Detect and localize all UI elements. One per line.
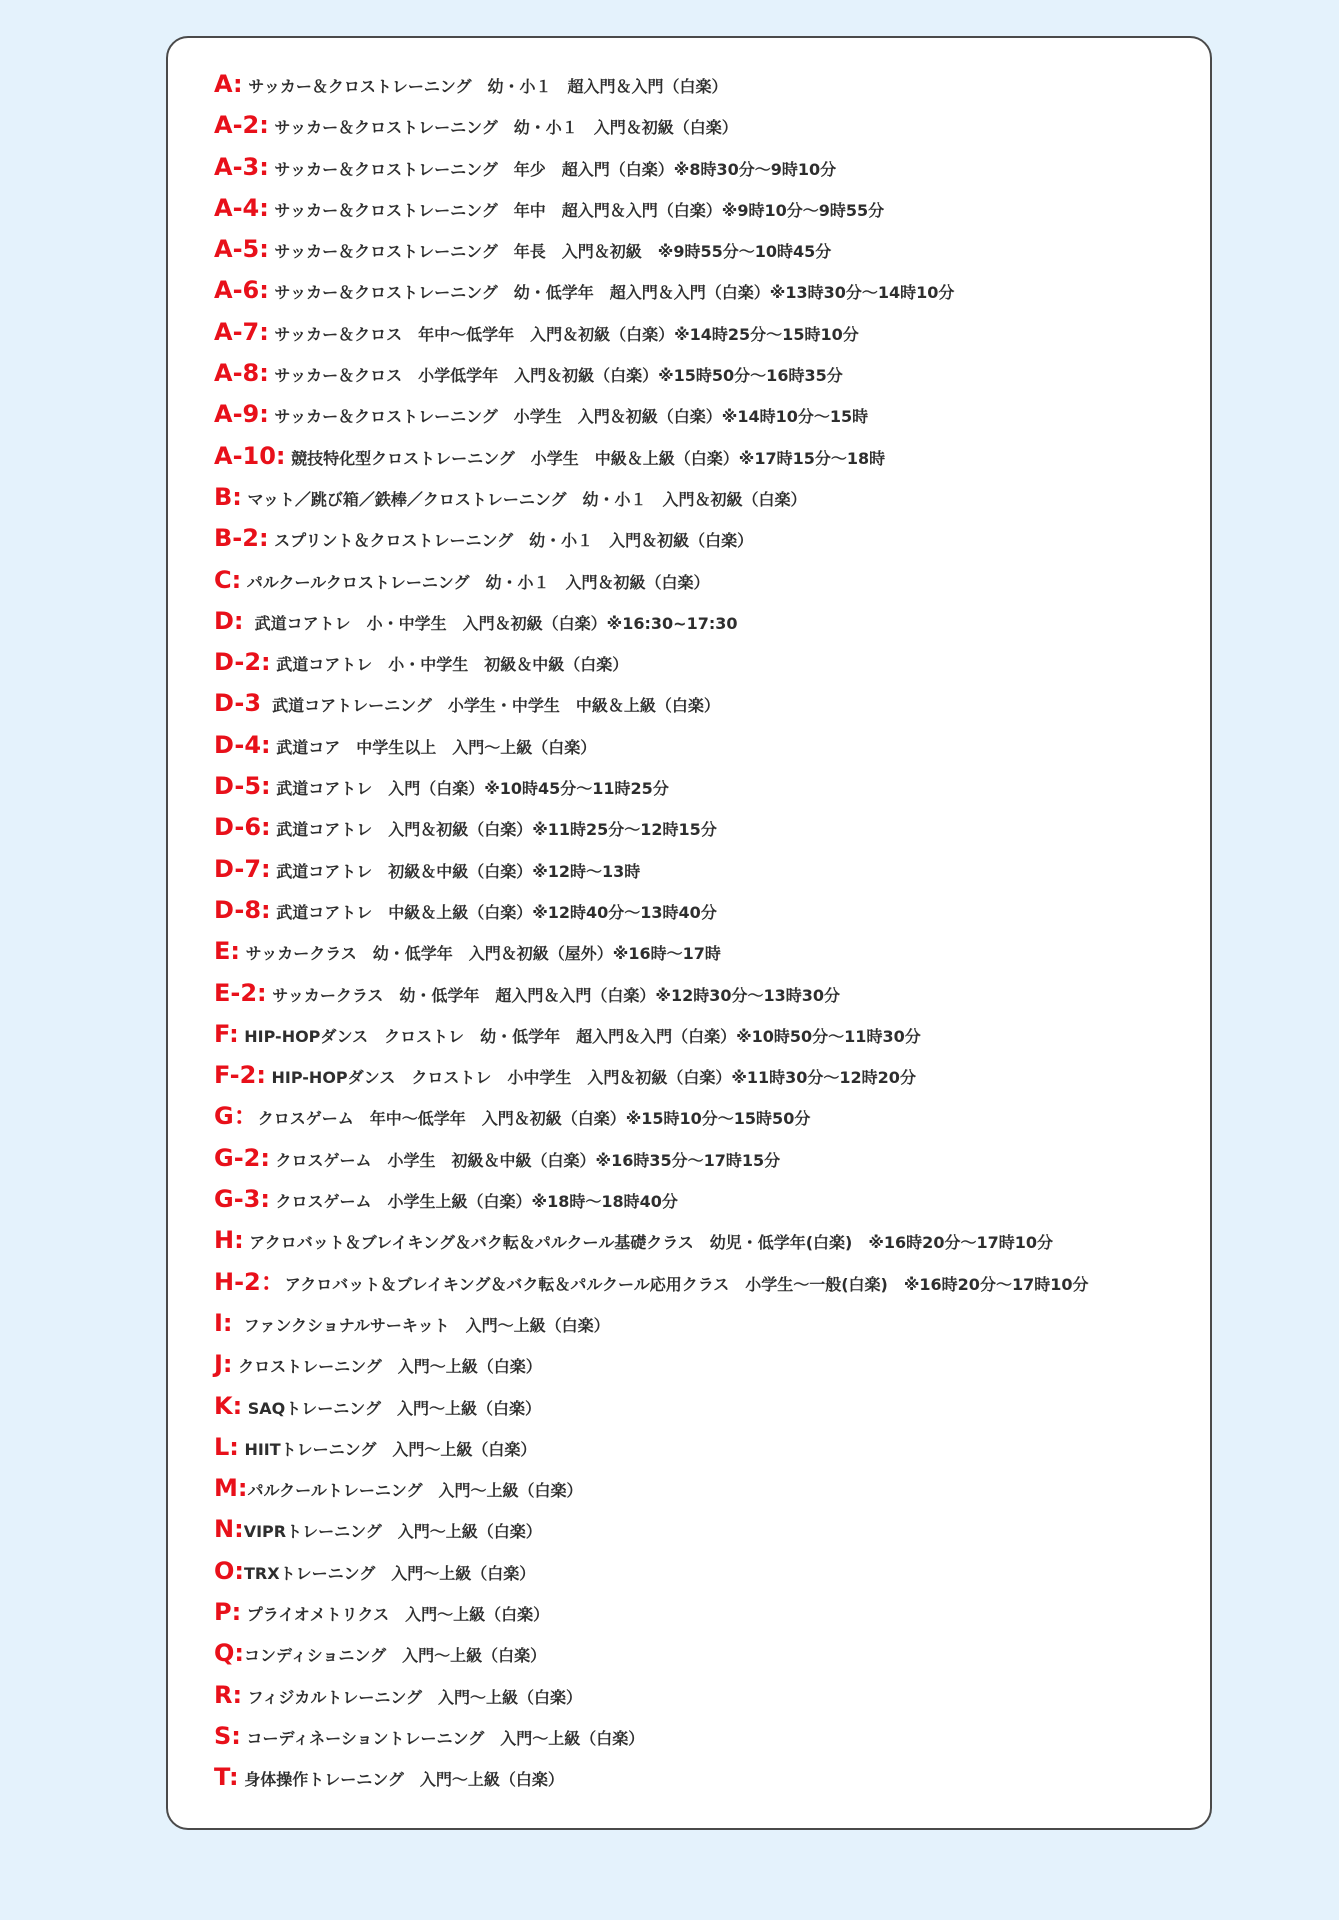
course-description: フィジカルトレーニング 入門～上級（白楽） [242, 1687, 583, 1707]
course-item [214, 312, 1088, 353]
course-code: L: [214, 1432, 239, 1461]
course-description: コンディショニング 入門～上級（白楽） [244, 1646, 547, 1666]
course-code: T: [214, 1763, 239, 1792]
course-description: サッカー＆クロストレーニング 小学生 入門＆初級（白楽）※14時10分～15時 [268, 407, 869, 427]
course-description: サッカー＆クロス 小学低学年 入門＆初級（白楽）※15時50分～16時35分 [268, 366, 843, 386]
course-code: N: [214, 1515, 244, 1544]
course-description: サッカー＆クロストレーニング 年中 超入門＆入門（白楽）※9時10分～9時55分 [268, 200, 885, 220]
course-code: D-6: [214, 813, 271, 842]
course-item [214, 1675, 1088, 1716]
course-item [214, 560, 1088, 601]
course-code: A-2: [214, 111, 269, 140]
course-code: C: [214, 565, 242, 594]
course-item [214, 188, 1088, 229]
course-code: E-2: [214, 978, 267, 1007]
course-code: F-2: [214, 1061, 266, 1090]
course-description: 武道コアトレ 入門＆初級（白楽）※11時25分～12時15分 [270, 820, 717, 840]
course-code: A-10: [214, 441, 286, 470]
course-code: B: [214, 482, 242, 511]
course-description: サッカー＆クロストレーニング 年長 入門＆初級 ※9時55分～10時45分 [268, 242, 832, 262]
course-item [214, 1014, 1088, 1055]
course-item [214, 1055, 1088, 1096]
course-description: パルクールクロストレーニング 幼・小１ 入門＆初級（白楽） [241, 572, 710, 592]
course-description: サッカー＆クロストレーニング 幼・小１ 超入門＆入門（白楽） [242, 77, 728, 96]
course-description: 武道コアトレ 中級＆上級（白楽）※12時40分～13時40分 [270, 902, 717, 922]
course-item [214, 1220, 1088, 1261]
course-description: クロストレーニング 入門～上級（白楽） [232, 1357, 542, 1377]
course-item [214, 807, 1088, 848]
course-item [214, 725, 1088, 766]
course-description: HIITトレーニング 入門～上級（白楽） [238, 1439, 537, 1459]
course-description: サッカー＆クロス 年中～低学年 入門＆初級（白楽）※14時25分～15時10分 [268, 324, 859, 344]
course-description: HIP-HOPダンス クロストレ 小中学生 入門＆初級（白楽）※11時30分～12時20分 [265, 1068, 916, 1088]
course-item [214, 147, 1088, 188]
course-description: 武道コアトレーニング 小学生・中学生 中級＆上級（白楽） [261, 696, 720, 716]
course-code: P: [214, 1597, 242, 1626]
course-code: R: [214, 1680, 243, 1709]
course-description: クロスゲーム 年中～低学年 入門＆初級（白楽）※15時10分～15時50分 [257, 1109, 811, 1129]
course-item [214, 353, 1088, 394]
course-code: H-2： [214, 1267, 285, 1296]
course-description: 武道コア 中学生以上 入門～上級（白楽） [270, 737, 597, 757]
course-code: G-3: [214, 1185, 270, 1214]
course-description: TRXトレーニング 入門～上級（白楽） [244, 1563, 536, 1583]
course-item [214, 1633, 1088, 1674]
course-item [214, 1757, 1088, 1798]
course-code: E: [214, 937, 240, 966]
course-description: サッカー＆クロストレーニング 年少 超入門（白楽）※8時30分～9時10分 [268, 159, 837, 179]
course-description: サッカー＆クロストレーニング 幼・低学年 超入門＆入門（白楽）※13時30分～14時10分 [268, 283, 955, 303]
course-description: マット／跳び箱／鉄棒／クロストレーニング 幼・小１ 入門＆初級（白楽） [241, 489, 807, 509]
course-description: 武道コアトレ 小・中学生 入門＆初級（白楽）※16:30~17:30 [243, 613, 738, 633]
course-item [214, 270, 1088, 311]
course-item [214, 931, 1088, 972]
course-code: D-7: [214, 854, 271, 883]
course-description: 身体操作トレーニング 入門～上級（白楽） [238, 1770, 564, 1790]
course-description: 武道コアトレ 小・中学生 初級＆中級（白楽） [270, 655, 629, 675]
course-description: サッカークラス 幼・低学年 超入門＆入門（白楽）※12時30分～13時30分 [266, 985, 841, 1005]
course-code: A-5: [214, 235, 269, 264]
course-description: クロスゲーム 小学生上級（白楽）※18時～18時40分 [269, 1192, 678, 1212]
course-item [214, 64, 1088, 105]
course-description: アクロバット＆ブレイキング＆バク転＆パルクール応用クラス 小学生～一般(白楽) ※16時20分～17時10分 [284, 1274, 1089, 1294]
course-code: H: [214, 1226, 244, 1255]
course-item [214, 1716, 1088, 1757]
course-code: I: [214, 1308, 233, 1337]
course-item [214, 1344, 1088, 1385]
course-description: クロスゲーム 小学生 初級＆中級（白楽）※16時35分～17時15分 [269, 1150, 781, 1170]
course-item [214, 1551, 1088, 1592]
course-item [214, 973, 1088, 1014]
course-code: S: [214, 1721, 241, 1750]
course-description: 競技特化型クロストレーニング 小学生 中級＆上級（白楽）※17時15分～18時 [285, 448, 886, 468]
course-item [214, 1427, 1088, 1468]
course-code: F: [214, 1019, 239, 1048]
course-code: A-8: [214, 359, 269, 388]
course-code: Q: [214, 1639, 244, 1668]
course-description: HIP-HOPダンス クロストレ 幼・低学年 超入門＆入門（白楽）※10時50分～11時30分 [238, 1026, 921, 1046]
course-code: D-4: [214, 730, 271, 759]
course-description: VIPRトレーニング 入門～上級（白楽） [243, 1522, 542, 1542]
course-item [214, 394, 1088, 435]
course-description: 武道コアトレ 初級＆中級（白楽）※12時～13時 [270, 861, 641, 881]
course-description: スプリント＆クロストレーニング 幼・小１ 入門＆初級（白楽） [268, 531, 754, 551]
course-code: A-4: [214, 193, 269, 222]
course-item [214, 1592, 1088, 1633]
course-list [214, 64, 1088, 1798]
course-item [214, 642, 1088, 683]
course-code: G： [214, 1102, 258, 1131]
course-item [214, 105, 1088, 146]
course-code: K: [214, 1391, 243, 1420]
course-code: D-5: [214, 772, 271, 801]
course-item [214, 477, 1088, 518]
course-code: J: [214, 1350, 233, 1379]
course-description: プライオメトリクス 入門～上級（白楽） [241, 1604, 550, 1624]
course-description: コーディネーショントレーニング 入門～上級（白楽） [240, 1728, 645, 1748]
course-description: サッカークラス 幼・低学年 入門＆初級（屋外）※16時～17時 [240, 944, 721, 964]
course-code: G-2: [214, 1143, 270, 1172]
course-item [214, 766, 1088, 807]
course-item [214, 1509, 1088, 1550]
course-item [214, 890, 1088, 931]
course-description: 武道コアトレ 入門（白楽）※10時45分～11時25分 [270, 779, 669, 799]
course-item [214, 683, 1088, 724]
course-description: SAQトレーニング 入門～上級（白楽） [242, 1398, 541, 1418]
course-description: アクロバット＆ブレイキング＆バク転＆パルクール基礎クラス 幼児・低学年(白楽) ※16時20分～17時10分 [243, 1233, 1053, 1253]
course-code: B-2: [214, 524, 269, 553]
course-code: D: [214, 606, 244, 635]
course-item [214, 1303, 1088, 1344]
course-code: A-7: [214, 317, 269, 346]
course-description: ファンクショナルサーキット 入門～上級（白楽） [232, 1315, 610, 1335]
course-item [214, 601, 1088, 642]
course-code: D-8: [214, 895, 271, 924]
course-code: A-3: [214, 152, 269, 181]
course-code: A-6: [214, 276, 269, 305]
course-item [214, 1468, 1088, 1509]
course-item [214, 518, 1088, 559]
course-item [214, 849, 1088, 890]
course-description: サッカー＆クロストレーニング 幼・小１ 入門＆初級（白楽） [268, 118, 738, 138]
course-item [214, 1096, 1088, 1137]
course-code: D-2: [214, 648, 271, 677]
course-description: パルクールトレーニング 入門～上級（白楽） [247, 1481, 583, 1501]
course-code: O: [214, 1556, 244, 1585]
course-code: M: [214, 1474, 248, 1503]
course-item [214, 1138, 1088, 1179]
course-item [214, 1179, 1088, 1220]
course-item [214, 1386, 1088, 1427]
course-item [214, 1262, 1088, 1303]
course-code: D-3 [214, 689, 262, 718]
course-item [214, 436, 1088, 477]
course-item [214, 229, 1088, 270]
course-code: A-9: [214, 400, 269, 429]
course-code: A: [214, 70, 243, 98]
